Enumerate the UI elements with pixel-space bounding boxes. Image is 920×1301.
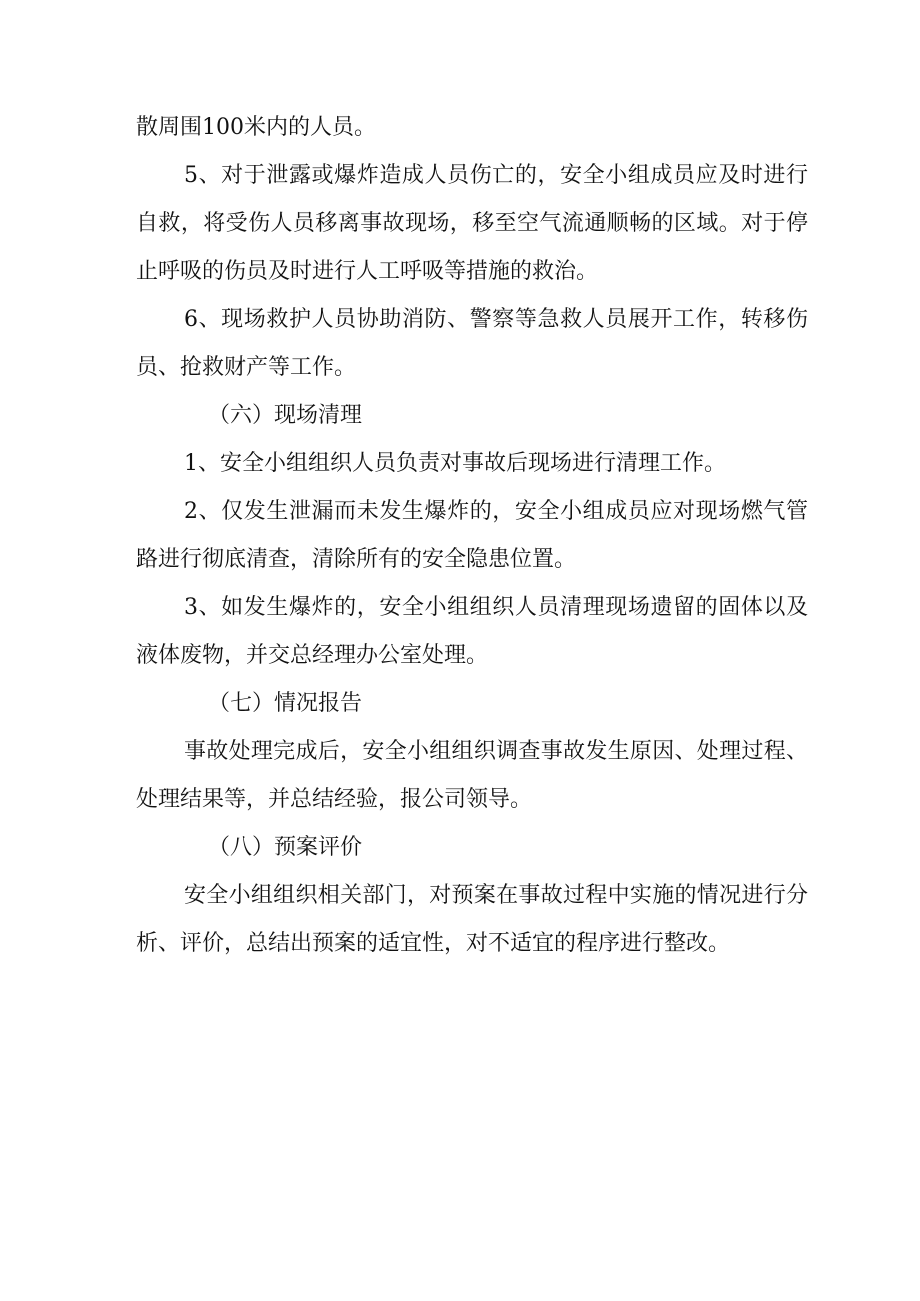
section-heading-evaluation: （八）预案评价 <box>208 835 363 860</box>
paragraph-cleanup-1: 1、安全小组组织人员负责对事故后现场进行清理工作。 <box>184 451 726 476</box>
section-heading-site-cleanup: （六）现场清理 <box>208 403 363 428</box>
paragraph-report: 事故处理完成后，安全小组组织调查事故发生原因、处理过程、处理结果等，并总结经验，报公司领导。 <box>136 739 808 812</box>
paragraph-cleanup-2: 2、仅发生泄漏而未发生爆炸的，安全小组成员应对现场燃气管路进行彻底清查，清除所有的安全隐患位置。 <box>136 499 808 572</box>
paragraph-item-6: 6、现场救护人员协助消防、警察等急救人员展开工作，转移伤员、抢救财产等工作。 <box>136 307 808 380</box>
paragraph-item-5: 5、对于泄露或爆炸造成人员伤亡的，安全小组成员应及时进行自救，将受伤人员移离事故现场，移至空气流通顺畅的区域。对于停止呼吸的伤员及时进行人工呼吸等措施的救治。 <box>136 163 808 284</box>
paragraph-cleanup-3: 3、如发生爆炸的，安全小组组织人员清理现场遗留的固体以及液体废物，并交总经理办公室处理。 <box>136 595 808 668</box>
paragraph-evaluation: 安全小组组织相关部门，对预案在事故过程中实施的情况进行分析、评价，总结出预案的适宜性，对不适宜的程序进行整改。 <box>136 883 808 956</box>
paragraph-continuation: 散周围100米内的人员。 <box>136 115 376 140</box>
section-heading-report: （七）情况报告 <box>208 691 363 716</box>
document-body <box>136 104 808 968</box>
